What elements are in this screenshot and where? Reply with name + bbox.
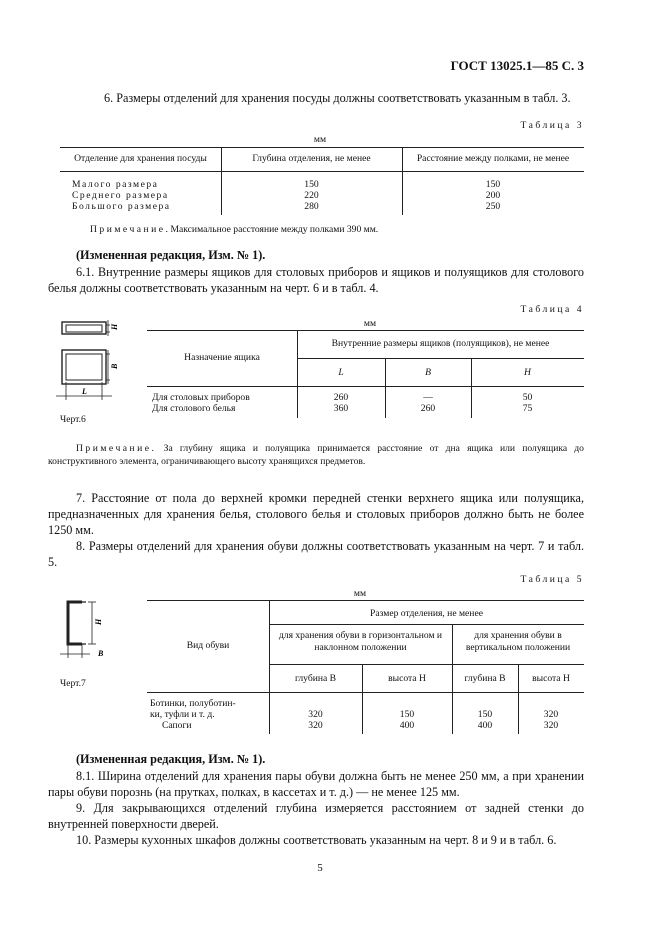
table5-sub-height: высота H — [388, 673, 426, 684]
table5-col-divider — [269, 692, 270, 734]
note-label: Примечание. — [90, 224, 171, 235]
drawer-plan-view — [62, 350, 106, 384]
paragraph-7: 7. Расстояние от пола до верхней кромки передней стенки верхнего ящика или полуящика, предназначенных для хранения белья, столового белья и столовых приборов должно быть не более 1250 мм. — [48, 491, 584, 537]
table5-cell: 400 — [399, 720, 415, 731]
paragraph-10: 10. Размеры кухонных шкафов должны соответствовать указанным на черт. 8 и 9 и в табл. 6. — [76, 833, 557, 847]
table5-col-divider — [362, 692, 363, 734]
dimension-b-label: B — [98, 649, 104, 658]
table5-group-rule — [269, 624, 584, 625]
table3-header-spacing: Расстояние между полками, не менее — [416, 153, 570, 164]
note-label: Примечание. — [76, 443, 157, 454]
table5-unit: мм — [353, 588, 367, 599]
note-text: Максимальное расстояние между полками 390 мм. — [170, 224, 379, 235]
shoe-shelf-profile — [68, 602, 82, 644]
drawing-7 — [56, 592, 136, 666]
table4-header-b: B — [425, 367, 431, 378]
paragraph-8: 8. Размеры отделений для хранения обуви должны соответствовать указанным на черт. 7 и табл. 5. — [48, 539, 584, 569]
table4-note — [48, 442, 584, 468]
table5-caption: Таблица 5 — [520, 574, 584, 585]
table5-header-type: Вид обуви — [186, 640, 230, 651]
table5-sub-depth: глубина B — [464, 673, 506, 684]
drawing-7-caption: Черт.7 — [60, 678, 86, 689]
paragraph-8-1: 8.1. Ширина отделений для хранения пары обуви должна быть не менее 250 мм, а при хранении пары обуви порознь (на прутках, полках, в кассетах и т. д.) — не менее 125 мм. — [48, 769, 584, 799]
table4-header-group: Внутренние размеры ящиков (полуящиков), не менее — [331, 338, 550, 349]
table5-top-rule — [147, 600, 584, 601]
table5-col-divider — [518, 692, 519, 734]
drawing-6 — [52, 316, 132, 416]
table4-row-b: — — [423, 392, 433, 403]
table5-col-divider — [452, 692, 453, 734]
table4-row-h: 75 — [522, 403, 533, 414]
dimension-h-label: H — [110, 323, 119, 330]
page-header: ГОСТ 13025.1—85 С. 3 — [450, 58, 584, 73]
drawing-6-caption: Черт.6 — [60, 414, 86, 425]
table3-note — [90, 224, 584, 236]
table4-col-divider — [471, 386, 472, 418]
table4-top-rule — [147, 330, 584, 331]
table5-header-vertical: для хранения обуви в вертикальном положении — [465, 630, 571, 653]
page-number: 5 — [317, 862, 323, 874]
dimension-h-label: H — [94, 618, 103, 625]
dimension-l-label: L — [82, 387, 87, 396]
paragraph-6: 6. Размеры отделений для хранения посуды должны соответствовать указанным в табл. 3. — [104, 91, 571, 105]
drawer-side-inner — [66, 325, 102, 332]
table5-sub-depth: глубина B — [294, 673, 337, 684]
table4-header-purpose: Назначение ящика — [184, 352, 260, 363]
table5-cell: 320 — [308, 720, 323, 731]
table3-row-name: Среднего размера — [72, 190, 169, 201]
table4-row-l: 260 — [333, 392, 349, 403]
table5-row-name: ки, туфли и т. д. — [150, 709, 215, 720]
table4-unit: мм — [363, 318, 377, 329]
table4-row-b: 260 — [420, 403, 436, 414]
table3-col-divider — [402, 171, 403, 215]
table3-top-rule — [60, 147, 584, 148]
table3-unit: мм — [313, 134, 327, 145]
table4-row-h: 50 — [522, 392, 533, 403]
table4-col-divider — [297, 386, 298, 418]
table3-header-rule — [60, 171, 584, 172]
table5-cell: 320 — [308, 709, 323, 720]
table5-cell: 400 — [477, 720, 493, 731]
paragraph-6-1: 6.1. Внутренние размеры ящиков для столовых приборов и ящиков и полуящиков для столового белья должны соответствовать указанным на черт. 6 и в табл. 4. — [48, 265, 584, 295]
table3-row-name: Малого размера — [72, 179, 159, 190]
note-text: За глубину ящика и полуящика принимается расстояние от дна ящика или полуящика до конструктивного элемента, ограничивающего высоту хранящихся предметов. — [48, 443, 584, 467]
dimension-b-label: B — [110, 363, 119, 369]
table5-row-name: Сапоги — [162, 720, 192, 731]
table3-row-spacing: 150 — [485, 179, 501, 190]
table4-row-name: Для столового белья — [152, 403, 236, 414]
table3-row-depth: 220 — [304, 190, 319, 201]
table5-row-name: Ботинки, полуботин- — [150, 698, 236, 709]
table4-subheader-rule — [297, 358, 584, 359]
table4-row-l: 360 — [333, 403, 349, 414]
table5-header-group: Размер отделения, не менее — [370, 608, 483, 619]
table5-cell: 150 — [399, 709, 415, 720]
table3-row-depth: 150 — [304, 179, 319, 190]
paragraph-9: 9. Для закрывающихся отделений глубина измеряется расстоянием от задней стенки до внутренней поверхности дверей. — [48, 801, 584, 831]
revision-note-1: (Измененная редакция, Изм. № 1). — [76, 248, 266, 262]
table5-cell: 320 — [543, 709, 559, 720]
drawer-plan-inner — [66, 354, 102, 380]
table5-cell: 320 — [543, 720, 559, 731]
table3-header-depth: Глубина отделения, не менее — [252, 153, 371, 164]
table4-header-rule — [147, 386, 584, 387]
table4-header-h: H — [524, 367, 531, 378]
table3-header-compartment: Отделение для хранения посуды — [74, 153, 207, 164]
table4-caption: Таблица 4 — [520, 304, 584, 315]
table3-row-depth: 280 — [304, 201, 319, 212]
revision-note-2: (Измененная редакция, Изм. № 1). — [76, 752, 266, 766]
table3-caption: Таблица 3 — [520, 120, 584, 131]
table4-header-l: L — [338, 367, 344, 378]
table4-col-divider — [385, 386, 386, 418]
table5-header-horizontal: для хранения обуви в горизонтальном и наклонном положении — [278, 630, 443, 653]
table5-subheader-rule — [269, 664, 584, 665]
table3-row-spacing: 250 — [485, 201, 501, 212]
table3-row-name: Большого размера — [72, 201, 171, 212]
table3-col-divider — [221, 171, 222, 215]
table3-row-spacing: 200 — [485, 190, 501, 201]
table5-cell: 150 — [477, 709, 493, 720]
table5-sub-height: высота H — [532, 673, 570, 684]
table4-row-name: Для столовых приборов — [152, 392, 250, 403]
